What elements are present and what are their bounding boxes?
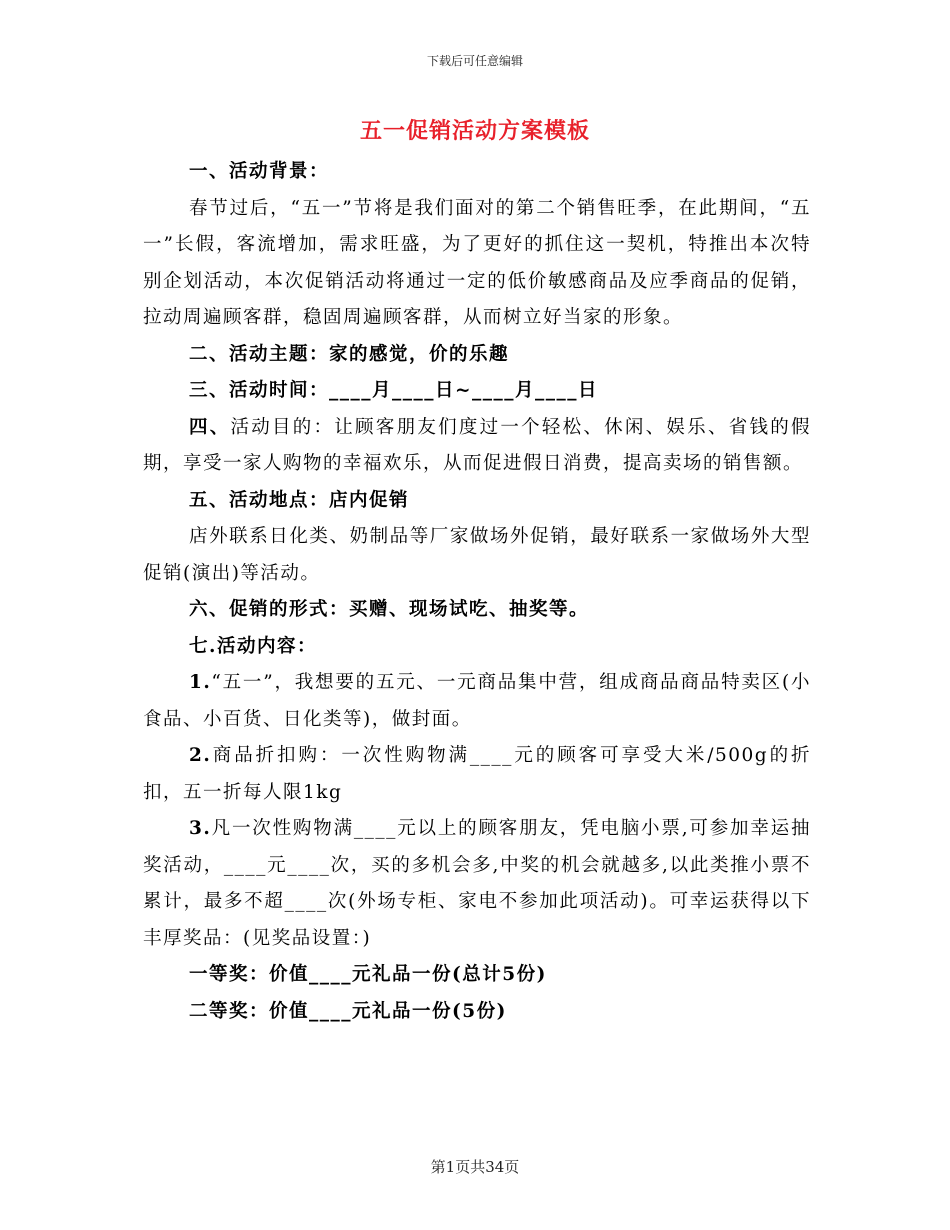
paragraph-background: 春节过后，“五一”节将是我们面对的第二个销售旺季，在此期间，“五一”长假，客流增加，需求旺盛，为了更好的抓住这一契机，特推出本次特别企划活动，本次促销活动将通过一定的低价敏感商品及应季商品的促销，拉动周遍顾客群，稳固周遍顾客群，从而树立好当家的形象。 [143,197,811,328]
list-item-number: 3. [189,818,212,839]
section-heading-content: 七.活动内容： [189,635,317,657]
list-item [143,738,811,811]
section-heading-theme: 二、活动主题：家的感觉，价的乐趣 [189,343,510,365]
document-title: 五一促销活动方案模板 [359,118,590,144]
list-item-number: 2. [189,745,212,766]
list-item-text: 商品折扣购：一次性购物满____元的顾客可享受大米/500g的折扣，五一折每人限1kg [143,745,811,803]
prize-first: 一等奖：价值____元礼品一份(总计5份) [189,964,547,985]
paragraph-purpose-text: 活动目的：让顾客朋友们度过一个轻松、休闲、娱乐、省钱的假期，享受一家人购物的幸福欢乐，从而促进假日消费，提高卖场的销售额。 [143,416,811,474]
list-item [143,811,811,957]
list-item [143,665,811,738]
list-item-text: 凡一次性购物满____元以上的顾客朋友，凭电脑小票,可参加幸运抽奖活动，____元____次，买的多机会多,中奖的机会就越多,以此类推小票不累计，最多不超____次(外场专柜、家电不参加此项活动)。可幸运获得以下丰厚奖品：(见奖品设置：) [143,818,811,949]
paragraph-purpose [143,410,811,483]
list-item-number: 1. [189,672,212,693]
section-heading-background: 一、活动背景： [189,161,330,182]
section-number-purpose: 四、 [189,416,231,438]
section-heading-format: 六、促销的形式：买赠、现场试吃、抽奖等。 [189,599,590,620]
section-heading-time: 三、活动时间：____月____日~____月____日 [189,380,599,401]
prize-second: 二等奖：价值____元礼品一份(5份) [189,1000,507,1022]
page-footer: 第1页共34页 [430,1158,520,1176]
section-heading-location: 五、活动地点：店内促销 [189,489,410,511]
paragraph-location: 店外联系日化类、奶制品等厂家做场外促销，最好联系一家做场外大型促销(演出)等活动。 [143,526,811,584]
page-header: 下载后可任意编辑 [426,54,523,68]
document-body [143,154,811,1030]
list-item-text: “五一”，我想要的五元、一元商品集中营，组成商品商品特卖区(小食品、小百货、日化类等)，做封面。 [143,672,811,730]
